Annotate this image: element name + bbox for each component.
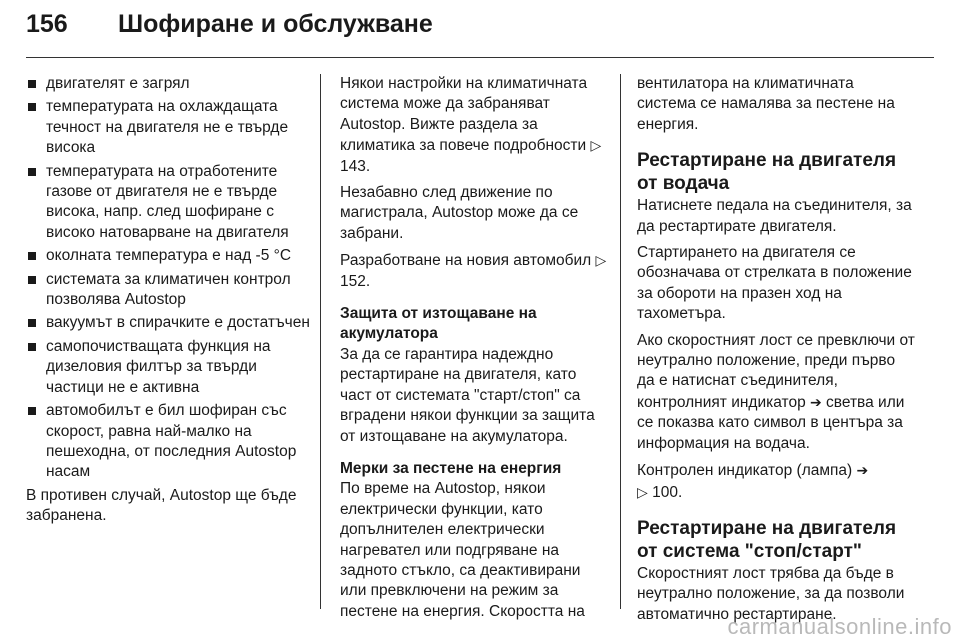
column-divider-right [620,74,621,609]
list-item: двигателят е загрял [26,74,310,94]
paragraph-text: Контролен индикатор (лампа) [637,462,857,480]
paragraph: По време на Autostop, някои електрически функции, като допълнителен електрически нагревател или подгряване на задното стъкло, са деактивирани или превключени на режим за пестене на енергия. Скоростта на [340,480,585,620]
page-ref-link[interactable]: 100. [652,483,683,501]
page-ref-link[interactable]: 143. [340,157,371,175]
conditions-list [26,74,310,483]
watermark: carmanualsonline.info [727,614,952,639]
column-right [637,74,915,631]
autostop-indicator-icon: ➔ [810,393,822,410]
page-ref-arrow-icon: ▷ [637,483,648,500]
paragraph-text: Някои настройки на климатичната система може да забраняват Autostop. Вижте раздела за климатика за повече подробности [340,75,591,155]
paragraph: Натиснете педала на съединителя, за да рестартирате двигателя. [637,197,912,235]
column-left [26,74,310,533]
paragraph: Незабавно след движение по магистрала, Autostop може да се забрани. [340,184,579,242]
paragraph: вентилатора на климатичната система се намалява за пестене на енергия. [637,75,895,133]
list-item: вакуумът в спирачките е достатъчен [26,313,310,333]
list-item: температурата на охлаждащата течност на двигателя не е твърде висока [26,97,310,158]
section-heading: Мерки за пестене на енергия [340,459,562,477]
list-item: системата за климатичен контрол позволява Autostop [26,270,310,311]
paragraph: За да се гарантира надеждно рестартиране на двигателя, като част от системата "старт/стоп" са вградени някои функции за защита от изтощаване на акумулатора. [340,345,595,445]
column-middle [340,74,608,628]
page-ref-arrow-icon: ▷ [595,252,607,269]
section-heading: Рестартиране на двигателя от система "стоп/старт" [637,517,897,562]
page-ref-link[interactable]: 152. [340,272,371,290]
section-heading: Рестартиране на двигателя от водача [637,150,897,195]
list-item: самопочистващата функция на дизеловия филтър за твърди частици не е активна [26,337,310,398]
page-ref-arrow-icon: ▷ [590,137,602,154]
paragraph-text: Ако скоростният лост се превключи от неутрално положение, преди първо да е натиснат съединителя, контролният индикатор [637,331,915,411]
page-header [26,10,433,50]
autostop-indicator-icon: ➔ [856,462,869,479]
paragraph [637,331,915,454]
page-title: Шофиране и обслужване [118,10,433,38]
paragraph [340,250,608,292]
paragraph [637,460,915,503]
paragraph-text: Разработване на новия автомобил [340,252,596,270]
column-divider-left [320,74,321,609]
paragraph: В противен случай, Autostop ще бъде забранена. [26,486,297,525]
list-item: околната температура е над -5 °C [26,246,310,266]
page-number: 156 [26,10,68,38]
paragraph: Стартирането на двигателя се обозначава от стрелката в положение за обороти на празен ход на тахометъра. [637,244,912,323]
list-item: температурата на отработените газове от двигателя не е твърде висока, напр. след шофиране с високо натоварване на двигателя [26,162,310,244]
paragraph: Скоростният лост трябва да бъде в неутрално положение, за да позволи автоматично рестартиране. [637,564,905,623]
list-item: автомобилът е бил шофиран със скорост, равна най-малко на пешеходна, от последния Autostop насам [26,401,310,483]
paragraph [340,74,608,177]
paragraph-text: светва или се показва като символ в центъра за информация на водача. [637,393,905,452]
section-heading: Защита от изтощаване на акумулатора [340,305,537,343]
header-rule [26,57,934,58]
